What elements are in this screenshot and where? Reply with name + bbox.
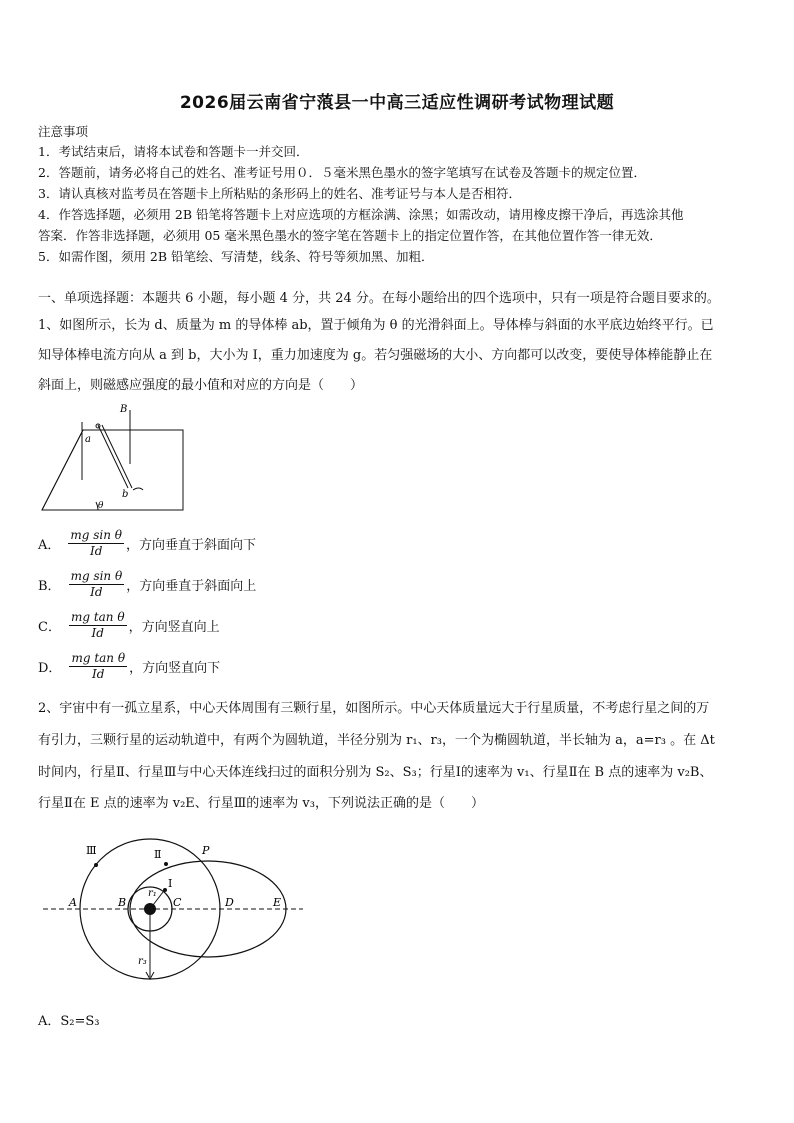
numerator: mg sin θ xyxy=(70,528,123,542)
question-2-text: 时间内，行星Ⅱ、行星Ⅲ与中心天体连线扫过的面积分别为 S₂、S₃；行星Ⅰ的速率为 v₁、行星Ⅱ在 B 点的速率为 v₂B、 xyxy=(38,765,713,780)
denominator: Id xyxy=(92,667,105,681)
option-letter: C． xyxy=(38,620,61,635)
numerator: mg sin θ xyxy=(70,569,123,583)
label-B: B xyxy=(118,896,127,909)
option-b[interactable] xyxy=(38,569,256,600)
label-a: a xyxy=(85,434,91,445)
notice-item: 1．考试结束后，请将本试卷和答题卡一并交回． xyxy=(38,144,309,159)
label-theta: θ xyxy=(98,501,104,511)
numerator: mg tan θ xyxy=(71,651,126,665)
option-text: ，方向垂直于斜面向上 xyxy=(126,579,257,594)
option-a[interactable]: A．S₂=S₃ xyxy=(38,1014,100,1029)
label-A: A xyxy=(69,896,77,909)
option-d[interactable] xyxy=(38,651,220,682)
notice-item: 5．如需作图，须用 2B 铅笔绘、写清楚，线条、符号等须加黑、加粗． xyxy=(38,249,434,264)
option-letter: B． xyxy=(38,579,61,594)
label-C: C xyxy=(173,896,182,909)
label-P: P xyxy=(202,844,210,857)
notice-item: 4．作答选择题，必须用 2B 铅笔将答题卡上对应选项的方框涂满、涂黑；如需改动，请用橡皮擦干净后，再选涂其他 xyxy=(38,207,684,222)
question-2-text: 有引力，三颗行星的运动轨道中，有两个为圆轨道，半径分别为 r₁、r₃，一个为椭圆轨道，半长轴为 a，a=r₃ 。在 Δt xyxy=(38,733,715,748)
option-letter: A． xyxy=(38,538,61,553)
label-III: Ⅲ xyxy=(86,844,97,857)
denominator: Id xyxy=(90,585,103,599)
option-text: ，方向竖直向下 xyxy=(129,661,221,676)
label-B: B xyxy=(120,404,128,415)
question-1-text: 1、如图所示，长为 d、质量为 m 的导体棒 ab，置于倾角为 θ 的光滑斜面上。导体棒与斜面的水平底边始终平行。已 xyxy=(38,318,714,333)
question-1-text: 知导体棒电流方向从 a 到 b，大小为 I，重力加速度为 g。若匀强磁场的大小、方向都可以改变，要使导体棒能静止在 xyxy=(38,348,713,363)
option-a[interactable] xyxy=(38,528,256,559)
section-heading: 一、单项选择题：本题共 6 小题，每小题 4 分，共 24 分。在每小题给出的四个选项中，只有一项是符合题目要求的。 xyxy=(38,291,720,306)
label-b: b xyxy=(122,489,129,500)
label-r3: r₃ xyxy=(138,956,147,967)
label-r1: r₁ xyxy=(148,888,157,899)
question-2-text: 行星Ⅱ在 E 点的速率为 v₂E、行星Ⅲ的速率为 v₃，下列说法正确的是（ ） xyxy=(38,796,484,811)
option-text: ，方向垂直于斜面向下 xyxy=(126,538,257,553)
label-II: Ⅱ xyxy=(154,848,162,861)
denominator: Id xyxy=(90,544,103,558)
notice-heading: 注意事项 xyxy=(38,124,89,139)
incline-figure xyxy=(38,400,198,520)
label-D: D xyxy=(225,896,234,909)
fraction xyxy=(69,569,125,600)
fraction xyxy=(68,528,124,559)
notice-item: 答案．作答非选择题，必须用 05 毫米黑色墨水的签字笔在答题卡上的指定位置作答，在其他位置作答一律无效． xyxy=(38,228,662,243)
option-c[interactable] xyxy=(38,610,220,641)
fraction xyxy=(69,610,127,641)
fraction xyxy=(69,651,127,682)
question-2-text: 2、宇宙中有一孤立星系，中心天体周围有三颗行星，如图所示。中心天体质量远大于行星质量，不考虑行星之间的万 xyxy=(38,701,710,716)
page-title: 2026届云南省宁蒗县一中高三适应性调研考试物理试题 xyxy=(179,93,615,113)
numerator: mg tan θ xyxy=(70,610,125,624)
question-1-text: 斜面上，则磁感应强度的最小值和对应的方向是（ ） xyxy=(38,378,364,393)
orbit-figure xyxy=(38,832,308,992)
denominator: Id xyxy=(91,626,104,640)
option-letter: D． xyxy=(38,661,62,676)
option-text: ，方向竖直向上 xyxy=(128,620,220,635)
label-I: Ⅰ xyxy=(168,877,173,890)
label-E: E xyxy=(273,896,282,909)
notice-item: 3．请认真核对监考员在答题卡上所粘贴的条形码上的姓名、准考证号与本人是否相符． xyxy=(38,186,521,201)
notice-item: 2．答题前，请务必将自己的姓名、准考证号用０．５毫米黑色墨水的签字笔填写在试卷及答题卡的规定位置． xyxy=(38,165,646,180)
